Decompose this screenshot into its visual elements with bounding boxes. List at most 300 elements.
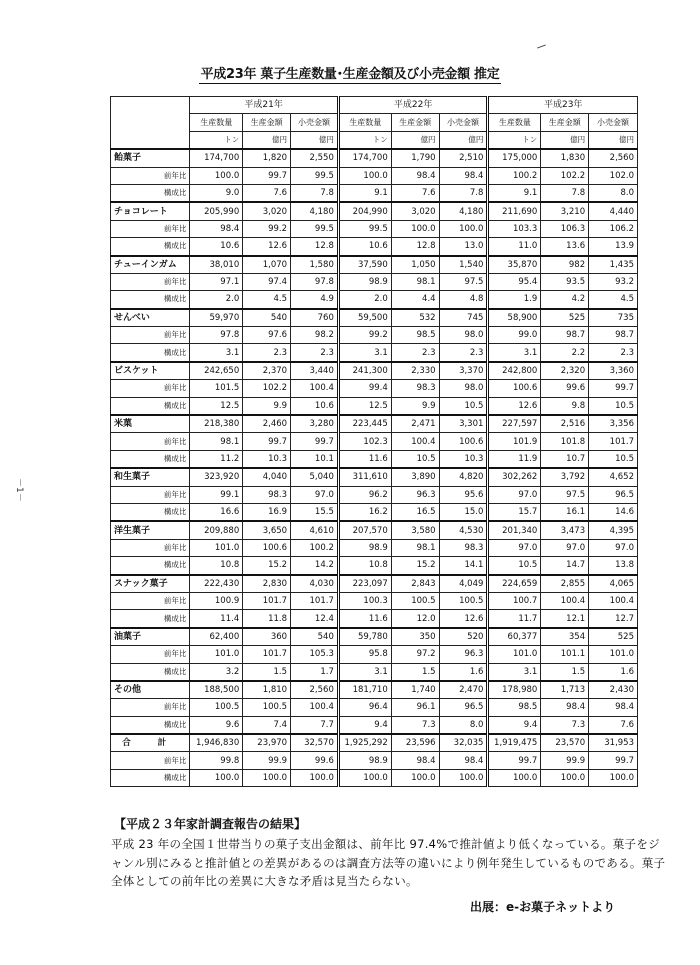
year-header-2011: 平成23年 xyxy=(488,97,638,114)
value-cell: 101.7 xyxy=(291,592,339,609)
share-row xyxy=(111,184,638,202)
value-cell: 98.7 xyxy=(589,327,638,344)
value-cell: 525 xyxy=(589,628,638,646)
value-cell: 97.0 xyxy=(488,539,541,556)
share-row xyxy=(111,663,638,681)
value-cell: 97.0 xyxy=(541,539,589,556)
value-cell: 98.9 xyxy=(338,752,391,769)
share-row xyxy=(111,557,638,575)
category-name: スナック菓子 xyxy=(111,575,190,593)
value-cell: 99.0 xyxy=(488,327,541,344)
value-cell: 1,580 xyxy=(291,256,339,274)
value-cell: 2,560 xyxy=(589,149,638,167)
value-cell: 4,652 xyxy=(589,468,638,486)
value-cell: 10.1 xyxy=(291,450,339,468)
value-cell: 100.4 xyxy=(589,592,638,609)
value-cell: 3.1 xyxy=(338,663,391,681)
value-cell: 745 xyxy=(439,309,488,327)
value-cell: 1,810 xyxy=(243,681,291,699)
value-cell: 14.7 xyxy=(541,557,589,575)
value-cell: 350 xyxy=(391,628,439,646)
value-cell: 11.7 xyxy=(488,610,541,628)
year-header-2009: 平成21年 xyxy=(190,97,339,114)
value-cell: 11.9 xyxy=(488,450,541,468)
value-cell: 1,540 xyxy=(439,256,488,274)
column-header: 生産数量 xyxy=(488,114,541,131)
value-cell: 227,597 xyxy=(488,415,541,433)
value-cell: 99.5 xyxy=(338,220,391,237)
value-cell: 3,210 xyxy=(541,202,589,220)
yoy-label: 前年比 xyxy=(111,646,190,663)
value-cell: 12.7 xyxy=(589,610,638,628)
value-cell: 11.6 xyxy=(338,610,391,628)
value-cell: 12.8 xyxy=(291,238,339,256)
value-cell: 14.1 xyxy=(439,557,488,575)
value-cell: 98.0 xyxy=(439,327,488,344)
yoy-row xyxy=(111,592,638,609)
value-cell: 1,925,292 xyxy=(338,734,391,752)
table-body xyxy=(111,149,638,787)
pen-stroke-mark xyxy=(537,44,546,48)
yoy-label: 前年比 xyxy=(111,327,190,344)
category-row xyxy=(111,734,638,752)
yoy-label: 前年比 xyxy=(111,433,190,450)
yoy-row xyxy=(111,433,638,450)
value-cell: 3,580 xyxy=(391,521,439,539)
value-cell: 101.1 xyxy=(541,646,589,663)
value-cell: 3,890 xyxy=(391,468,439,486)
value-cell: 97.8 xyxy=(190,327,243,344)
value-cell: 10.5 xyxy=(439,397,488,415)
value-cell: 12.5 xyxy=(338,397,391,415)
yoy-row xyxy=(111,327,638,344)
category-name: チューインガム xyxy=(111,256,190,274)
value-cell: 12.5 xyxy=(190,397,243,415)
value-cell: 178,980 xyxy=(488,681,541,699)
value-cell: 13.0 xyxy=(439,238,488,256)
value-cell: 11.0 xyxy=(488,238,541,256)
value-cell: 2,471 xyxy=(391,415,439,433)
value-cell: 12.4 xyxy=(291,610,339,628)
value-cell: 100.4 xyxy=(291,380,339,397)
value-cell: 1.5 xyxy=(541,663,589,681)
value-cell: 99.2 xyxy=(243,220,291,237)
value-cell: 10.3 xyxy=(243,450,291,468)
value-cell: 9.6 xyxy=(190,716,243,734)
value-cell: 4.4 xyxy=(391,291,439,309)
value-cell: 174,700 xyxy=(338,149,391,167)
value-cell: 9.9 xyxy=(391,397,439,415)
yoy-row xyxy=(111,539,638,556)
value-cell: 7.6 xyxy=(391,184,439,202)
share-row xyxy=(111,503,638,521)
value-cell: 2.3 xyxy=(291,344,339,362)
value-cell: 10.8 xyxy=(338,557,391,575)
category-name: 米菓 xyxy=(111,415,190,433)
share-label: 構成比 xyxy=(111,450,190,468)
value-cell: 1,790 xyxy=(391,149,439,167)
value-cell: 98.3 xyxy=(439,539,488,556)
page-title xyxy=(0,63,700,82)
value-cell: 9.4 xyxy=(488,716,541,734)
value-cell: 38,010 xyxy=(190,256,243,274)
category-name: 和生菓子 xyxy=(111,468,190,486)
yoy-label: 前年比 xyxy=(111,486,190,503)
column-header: 小売金額 xyxy=(589,114,638,131)
share-label: 構成比 xyxy=(111,503,190,521)
value-cell: 31,953 xyxy=(589,734,638,752)
value-cell: 23,596 xyxy=(391,734,439,752)
value-cell: 97.6 xyxy=(243,327,291,344)
unit-row xyxy=(111,131,638,149)
yoy-row xyxy=(111,273,638,290)
notes-body: 平成 23 年の全国１世帯当りの菓子支出金額は、前年比 97.4%で推計値より低くなっている。菓子をジャンル別にみると推計値との差異があるのは調査方法等の違いにより例年発生しているものである。菓子全体としての前年比の差異に大きな矛盾は見当たらない。 xyxy=(111,837,666,888)
value-cell: 98.4 xyxy=(190,220,243,237)
value-cell: 100.0 xyxy=(338,167,391,184)
value-cell: 98.7 xyxy=(541,327,589,344)
value-cell: 14.2 xyxy=(291,557,339,575)
value-cell: 98.1 xyxy=(190,433,243,450)
value-cell: 4,040 xyxy=(243,468,291,486)
value-cell: 14.6 xyxy=(589,503,638,521)
value-cell: 3,792 xyxy=(541,468,589,486)
value-cell: 97.0 xyxy=(291,486,339,503)
value-cell: 3.2 xyxy=(190,663,243,681)
share-row xyxy=(111,769,638,786)
share-label: 構成比 xyxy=(111,663,190,681)
share-label: 構成比 xyxy=(111,397,190,415)
value-cell: 100.0 xyxy=(439,769,488,786)
value-cell: 102.0 xyxy=(589,167,638,184)
value-cell: 37,590 xyxy=(338,256,391,274)
value-cell: 311,610 xyxy=(338,468,391,486)
value-cell: 2.3 xyxy=(589,344,638,362)
value-cell: 10.5 xyxy=(488,557,541,575)
value-cell: 98.9 xyxy=(338,539,391,556)
yoy-row xyxy=(111,486,638,503)
value-cell: 204,990 xyxy=(338,202,391,220)
value-cell: 302,262 xyxy=(488,468,541,486)
value-cell: 735 xyxy=(589,309,638,327)
value-cell: 96.1 xyxy=(391,699,439,716)
unit-label: トン xyxy=(190,131,243,149)
value-cell: 95.6 xyxy=(439,486,488,503)
value-cell: 59,780 xyxy=(338,628,391,646)
category-name: せんべい xyxy=(111,309,190,327)
value-cell: 100.0 xyxy=(338,769,391,786)
unit-label: 億円 xyxy=(243,131,291,149)
value-cell: 101.8 xyxy=(541,433,589,450)
year-header-2010: 平成22年 xyxy=(338,97,488,114)
value-cell: 4,180 xyxy=(439,202,488,220)
yoy-label: 前年比 xyxy=(111,167,190,184)
value-cell: 174,700 xyxy=(190,149,243,167)
value-cell: 4.2 xyxy=(541,291,589,309)
value-cell: 15.0 xyxy=(439,503,488,521)
value-cell: 205,990 xyxy=(190,202,243,220)
share-label: 構成比 xyxy=(111,238,190,256)
value-cell: 520 xyxy=(439,628,488,646)
value-cell: 2,550 xyxy=(291,149,339,167)
column-header: 生産金額 xyxy=(391,114,439,131)
value-cell: 101.9 xyxy=(488,433,541,450)
value-cell: 7.6 xyxy=(589,716,638,734)
yoy-row xyxy=(111,167,638,184)
value-cell: 99.7 xyxy=(243,433,291,450)
value-cell: 4,395 xyxy=(589,521,638,539)
value-cell: 540 xyxy=(291,628,339,646)
value-cell: 32,035 xyxy=(439,734,488,752)
value-cell: 98.1 xyxy=(391,539,439,556)
share-row xyxy=(111,291,638,309)
value-cell: 2,470 xyxy=(439,681,488,699)
category-name: 飴菓子 xyxy=(111,149,190,167)
value-cell: 532 xyxy=(391,309,439,327)
value-cell: 99.5 xyxy=(291,167,339,184)
unit-label: 億円 xyxy=(439,131,488,149)
value-cell: 15.5 xyxy=(291,503,339,521)
value-cell: 2,330 xyxy=(391,362,439,380)
yoy-row xyxy=(111,699,638,716)
value-cell: 98.4 xyxy=(439,752,488,769)
unit-label: 億円 xyxy=(291,131,339,149)
value-cell: 100.6 xyxy=(243,539,291,556)
value-cell: 4,065 xyxy=(589,575,638,593)
value-cell: 99.6 xyxy=(291,752,339,769)
value-cell: 99.7 xyxy=(589,380,638,397)
value-cell: 760 xyxy=(291,309,339,327)
value-cell: 1,946,830 xyxy=(190,734,243,752)
value-cell: 3.1 xyxy=(488,344,541,362)
yoy-row xyxy=(111,220,638,237)
value-cell: 96.3 xyxy=(391,486,439,503)
value-cell: 12.0 xyxy=(391,610,439,628)
value-cell: 218,380 xyxy=(190,415,243,433)
yoy-label: 前年比 xyxy=(111,539,190,556)
value-cell: 3,280 xyxy=(291,415,339,433)
value-cell: 223,445 xyxy=(338,415,391,433)
value-cell: 98.5 xyxy=(391,327,439,344)
category-row xyxy=(111,309,638,327)
value-cell: 211,690 xyxy=(488,202,541,220)
value-cell: 3,020 xyxy=(243,202,291,220)
value-cell: 9.0 xyxy=(190,184,243,202)
value-cell: 3,020 xyxy=(391,202,439,220)
category-name: 合 計 xyxy=(111,734,190,752)
value-cell: 99.6 xyxy=(541,380,589,397)
header-corner xyxy=(111,97,190,150)
value-cell: 7.8 xyxy=(439,184,488,202)
value-cell: 16.6 xyxy=(190,503,243,521)
value-cell: 10.6 xyxy=(338,238,391,256)
value-cell: 1,740 xyxy=(391,681,439,699)
unit-label: トン xyxy=(488,131,541,149)
share-row xyxy=(111,344,638,362)
value-cell: 7.8 xyxy=(291,184,339,202)
share-label: 構成比 xyxy=(111,610,190,628)
value-cell: 7.6 xyxy=(243,184,291,202)
value-cell: 525 xyxy=(541,309,589,327)
value-cell: 1,070 xyxy=(243,256,291,274)
value-cell: 99.4 xyxy=(338,380,391,397)
yoy-row xyxy=(111,752,638,769)
value-cell: 3,370 xyxy=(439,362,488,380)
share-label: 構成比 xyxy=(111,769,190,786)
yoy-label: 前年比 xyxy=(111,592,190,609)
value-cell: 209,880 xyxy=(190,521,243,539)
value-cell: 97.5 xyxy=(541,486,589,503)
value-cell: 101.0 xyxy=(488,646,541,663)
value-cell: 4.9 xyxy=(291,291,339,309)
value-cell: 96.5 xyxy=(589,486,638,503)
value-cell: 98.1 xyxy=(391,273,439,290)
value-cell: 4,610 xyxy=(291,521,339,539)
value-cell: 4,820 xyxy=(439,468,488,486)
yoy-label: 前年比 xyxy=(111,273,190,290)
value-cell: 97.2 xyxy=(391,646,439,663)
value-cell: 99.5 xyxy=(291,220,339,237)
value-cell: 100.4 xyxy=(391,433,439,450)
yoy-row xyxy=(111,380,638,397)
value-cell: 1,820 xyxy=(243,149,291,167)
value-cell: 32,570 xyxy=(291,734,339,752)
value-cell: 3.1 xyxy=(190,344,243,362)
value-cell: 2.0 xyxy=(338,291,391,309)
value-cell: 62,400 xyxy=(190,628,243,646)
value-cell: 98.9 xyxy=(338,273,391,290)
share-row xyxy=(111,397,638,415)
value-cell: 10.5 xyxy=(589,450,638,468)
value-cell: 207,570 xyxy=(338,521,391,539)
value-cell: 224,659 xyxy=(488,575,541,593)
yoy-label: 前年比 xyxy=(111,699,190,716)
value-cell: 100.6 xyxy=(439,433,488,450)
value-cell: 98.3 xyxy=(243,486,291,503)
category-row xyxy=(111,149,638,167)
value-cell: 100.0 xyxy=(439,220,488,237)
value-cell: 2,510 xyxy=(439,149,488,167)
value-cell: 3.1 xyxy=(338,344,391,362)
value-cell: 11.6 xyxy=(338,450,391,468)
value-cell: 103.3 xyxy=(488,220,541,237)
value-cell: 16.1 xyxy=(541,503,589,521)
page-title-text: 平成23年 菓子生産数量･生産金額及び小売金額 推定 xyxy=(200,67,500,82)
value-cell: 101.0 xyxy=(190,539,243,556)
value-cell: 7.7 xyxy=(291,716,339,734)
value-cell: 97.1 xyxy=(190,273,243,290)
value-cell: 9.1 xyxy=(488,184,541,202)
value-cell: 13.6 xyxy=(541,238,589,256)
value-cell: 12.6 xyxy=(488,397,541,415)
unit-label: 億円 xyxy=(589,131,638,149)
column-header: 生産金額 xyxy=(243,114,291,131)
value-cell: 7.8 xyxy=(541,184,589,202)
category-row xyxy=(111,415,638,433)
category-row xyxy=(111,575,638,593)
value-cell: 97.8 xyxy=(291,273,339,290)
value-cell: 2,830 xyxy=(243,575,291,593)
value-cell: 2.0 xyxy=(190,291,243,309)
value-cell: 1.5 xyxy=(243,663,291,681)
value-cell: 360 xyxy=(243,628,291,646)
share-label: 構成比 xyxy=(111,716,190,734)
value-cell: 4,440 xyxy=(589,202,638,220)
value-cell: 1,713 xyxy=(541,681,589,699)
value-cell: 96.5 xyxy=(439,699,488,716)
value-cell: 11.2 xyxy=(190,450,243,468)
value-cell: 3,440 xyxy=(291,362,339,380)
yoy-label: 前年比 xyxy=(111,752,190,769)
value-cell: 1.7 xyxy=(291,663,339,681)
value-cell: 3,301 xyxy=(439,415,488,433)
value-cell: 1,919,475 xyxy=(488,734,541,752)
value-cell: 99.2 xyxy=(338,327,391,344)
value-cell: 5,040 xyxy=(291,468,339,486)
yoy-label: 前年比 xyxy=(111,220,190,237)
value-cell: 16.5 xyxy=(391,503,439,521)
value-cell: 1.9 xyxy=(488,291,541,309)
share-label: 構成比 xyxy=(111,344,190,362)
value-cell: 3,360 xyxy=(589,362,638,380)
value-cell: 98.4 xyxy=(541,699,589,716)
value-cell: 99.7 xyxy=(488,752,541,769)
value-cell: 95.4 xyxy=(488,273,541,290)
value-cell: 99.7 xyxy=(243,167,291,184)
value-cell: 982 xyxy=(541,256,589,274)
value-cell: 1,830 xyxy=(541,149,589,167)
value-cell: 10.3 xyxy=(439,450,488,468)
category-row xyxy=(111,681,638,699)
share-row xyxy=(111,716,638,734)
value-cell: 3,473 xyxy=(541,521,589,539)
value-cell: 99.7 xyxy=(291,433,339,450)
value-cell: 101.0 xyxy=(589,646,638,663)
value-cell: 540 xyxy=(243,309,291,327)
value-cell: 7.3 xyxy=(391,716,439,734)
value-cell: 105.3 xyxy=(291,646,339,663)
value-cell: 59,500 xyxy=(338,309,391,327)
value-cell: 354 xyxy=(541,628,589,646)
value-cell: 4.5 xyxy=(243,291,291,309)
share-row xyxy=(111,450,638,468)
value-cell: 1,050 xyxy=(391,256,439,274)
value-cell: 10.8 xyxy=(190,557,243,575)
value-cell: 98.2 xyxy=(291,327,339,344)
value-cell: 323,920 xyxy=(190,468,243,486)
category-name: その他 xyxy=(111,681,190,699)
share-label: 構成比 xyxy=(111,291,190,309)
value-cell: 2.3 xyxy=(439,344,488,362)
value-cell: 2.3 xyxy=(243,344,291,362)
value-cell: 9.9 xyxy=(243,397,291,415)
unit-label: トン xyxy=(338,131,391,149)
value-cell: 10.7 xyxy=(541,450,589,468)
value-cell: 101.7 xyxy=(589,433,638,450)
value-cell: 101.0 xyxy=(190,646,243,663)
value-cell: 35,870 xyxy=(488,256,541,274)
value-cell: 100.2 xyxy=(291,539,339,556)
value-cell: 102.3 xyxy=(338,433,391,450)
value-cell: 10.5 xyxy=(589,397,638,415)
value-cell: 100.5 xyxy=(243,699,291,716)
value-cell: 97.5 xyxy=(439,273,488,290)
value-cell: 98.4 xyxy=(439,167,488,184)
value-cell: 99.1 xyxy=(190,486,243,503)
value-cell: 96.3 xyxy=(439,646,488,663)
value-cell: 100.7 xyxy=(488,592,541,609)
value-cell: 16.9 xyxy=(243,503,291,521)
value-cell: 10.6 xyxy=(190,238,243,256)
